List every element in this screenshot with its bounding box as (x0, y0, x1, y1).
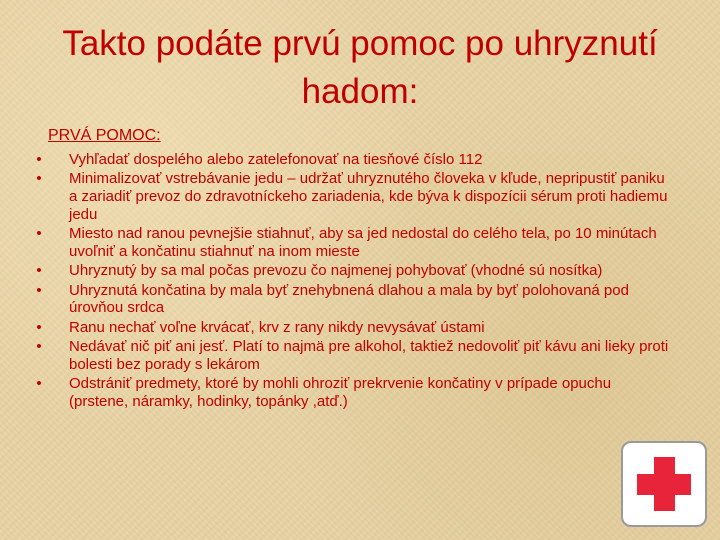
list-item (32, 170, 672, 223)
list-item (32, 225, 672, 261)
slide-title (20, 20, 700, 116)
slide-title-line-2: hadom: (301, 72, 419, 111)
list-item-text: Minimalizovať vstrebávanie jedu – udržať uhryznutého človeka v kľude, nepripustiť paniku a zariadiť prevoz do zdravotníckeho zariadenia, kde býva k dispozícii sérum proti hadiemu jedu (69, 170, 668, 223)
bullet-icon: • (36, 337, 42, 355)
first-aid-steps-list (32, 151, 672, 412)
list-item (32, 151, 672, 169)
slide-title-line-1: Takto podáte prvú pomoc po uhryznutí (62, 24, 658, 63)
bullet-icon: • (36, 262, 42, 280)
list-item (32, 338, 672, 374)
first-aid-cross-icon (621, 441, 707, 527)
cross-horizontal-bar (637, 474, 691, 495)
bullet-icon: • (36, 170, 42, 188)
first-aid-heading: PRVÁ POMOC: (48, 127, 161, 144)
list-item (32, 319, 672, 337)
list-item-text: Uhryznutý by sa mal počas prevozu čo najmenej pohybovať (vhodné sú nosítka) (69, 262, 603, 280)
list-item (32, 375, 672, 411)
list-item (32, 262, 672, 280)
list-item-text: Nedávať nič piť ani jesť. Platí to najmä pre alkohol, taktiež nedovoliť piť kávu ani lieky proti bolesti bez porady s lekárom (69, 337, 669, 373)
bullet-icon: • (36, 281, 42, 299)
list-item-text: Miesto nad ranou pevnejšie stiahnuť, aby sa jed nedostal do celého tela, po 10 minútach uvoľniť a končatinu stiahnuť na inom mieste (69, 225, 657, 260)
bullet-icon: • (36, 375, 42, 393)
bullet-icon: • (36, 151, 42, 168)
list-item (32, 282, 672, 318)
list-item-text: Vyhľadať dospelého alebo zatelefonovať na tiesňové číslo 112 (69, 151, 483, 168)
list-item-text: Odstrániť predmety, ktoré by mohli ohroziť prekrvenie končatiny v prípade opuchu (prstene, náramky, hodinky, topánky ,atď.) (69, 375, 612, 410)
list-item-text: Ranu nechať voľne krvácať, krv z rany nikdy nevysávať ústami (69, 318, 485, 336)
bullet-icon: • (36, 318, 42, 336)
bullet-icon: • (36, 225, 42, 243)
list-item-text: Uhryznutá končatina by mala byť znehybnená dlahou a mala by byť polohovaná pod úrovňou srdca (69, 281, 629, 317)
